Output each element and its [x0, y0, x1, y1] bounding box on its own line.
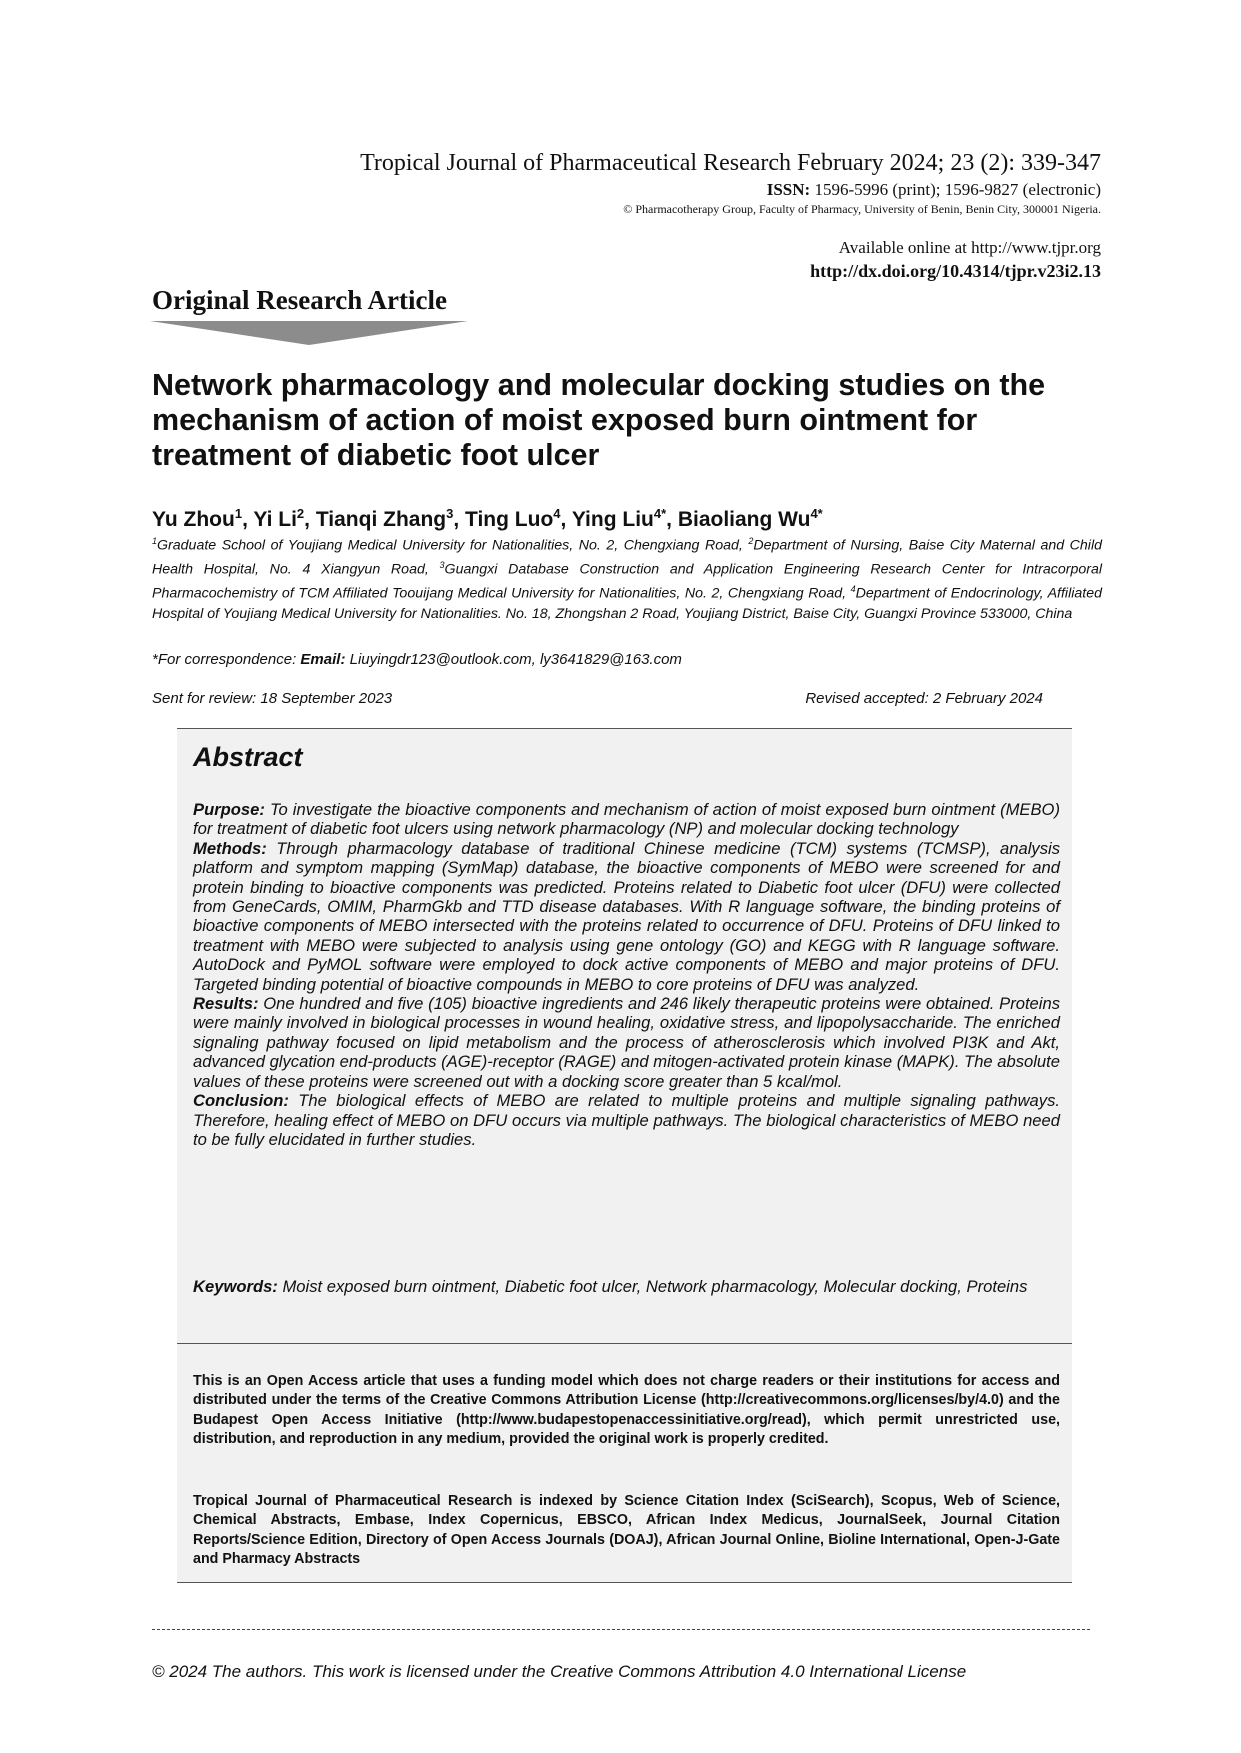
author-affiliation-marker: 4* — [653, 506, 667, 521]
author-name: Tianqi Zhang — [315, 508, 447, 531]
correspondence-emails[interactable]: Liuyingdr123@outlook.com, ly3641829@163.com — [345, 651, 682, 668]
author-separator: , — [304, 508, 316, 531]
affiliation-marker: 2 — [748, 536, 754, 546]
author-separator: , — [560, 508, 572, 531]
abstract-section-label: Conclusion: — [193, 1091, 289, 1111]
abstract-section-label: Methods: — [193, 838, 267, 858]
author-name: Yu Zhou — [152, 508, 235, 531]
correspondence-email-label: Email: — [300, 651, 346, 668]
journal-citation: Tropical Journal of Pharmaceutical Research February 2024; 23 (2): 339-347 — [360, 150, 1101, 176]
issn-value: 1596-5996 (print); 1596-9827 (electronic) — [814, 180, 1101, 199]
doi-link[interactable]: http://dx.doi.org/10.4314/tjpr.v23i2.13 — [810, 261, 1101, 281]
affiliation-text: Guangxi Database Construction and Application Engineering Research Center for Intracorporal Pharmacochemistry of TCM Affiliated Toouijang Medical University for Nationalities, No. 2, Chengxiang Road, — [152, 561, 1102, 603]
author-list — [152, 506, 823, 532]
affiliation-text: Department of Nursing, Baise City Maternal and Child Health Hospital, No. 4 Xiangyun Road, — [152, 537, 1102, 578]
abstract-section-text: The biological effects of MEBO are related to multiple proteins and multiple signaling pathways. Therefore, healing effect of MEBO on DFU occurs via multiple pathways. The biological characteristics of MEBO need to be fully elucidated in further studies. — [193, 1091, 1060, 1149]
abstract-section-text: One hundred and five (105) bioactive ingredients and 246 likely therapeutic proteins were obtained. Proteins were mainly involved in biological processes in wound healing, oxidative stress, and lipopolysaccharide. The enriched signaling pathway focused on lipid metabolism and the process of atherosclerosis which involved PI3K and Akt, advanced glycation end-products (AGE)-receptor (RAGE) and mitogen-activated protein kinase (MAPK). The absolute values of these proteins were screened out with a docking score greater than 5 kcal/mol. — [193, 994, 1060, 1091]
open-access-statement: This is an Open Access article that uses a funding model which does not charge readers or their institutions for access and distributed under the terms of the Creative Commons Attribution License (http://creativecommons.org/licenses/by/4.0) and the Budapest Open Access Initiative (http://www.budapestopenaccessinitiative.org/read), which permit unrestricted use, distribution, and reproduction in any medium, provided the original work is properly credited. — [193, 1373, 1060, 1447]
author-separator: , — [666, 508, 678, 531]
keywords-text: Moist exposed burn ointment, Diabetic foot ulcer, Network pharmacology, Molecular docking, Proteins — [277, 1277, 1028, 1296]
affiliation-text: Graduate School of Youjiang Medical University for Nationalities, No. 2, Chengxiang Road, — [157, 537, 749, 554]
article-type-label: Original Research Article — [152, 285, 447, 315]
publisher-line: © Pharmacotherapy Group, Faculty of Pharmacy, University of Benin, Benin City, 300001 Nigeria. — [623, 202, 1101, 216]
abstract-body — [193, 800, 1060, 1149]
affiliation-marker: 4 — [850, 584, 856, 595]
author-name: Yi Li — [253, 508, 297, 531]
author-name: Biaoliang Wu — [677, 508, 811, 531]
abstract-section-text: Through pharmacology database of traditional Chinese medicine (TCM) systems (TCMSP), analysis platform and symptom mapping (SymMap) database, the bioactive components of MEBO were screened for and protein binding to bioactive components was predicted. Proteins related to Diabetic foot ulcer (DFU) were collected from GeneCards, OMIM, PharmGkb and TTD disease databases. With R language software, the binding proteins of bioactive components of MEBO intersected with the proteins related to occurrence of DFU. Proteins of DFU linked to treatment with MEBO were subjected to analysis using gene ontology (GO) and KEGG with R language software. AutoDock and PyMOL software were employed to dock active components of MEBO and major proteins of DFU. Targeted binding potential of bioactive compounds in MEBO to core proteins of DFU was analyzed. — [193, 838, 1060, 994]
correspondence — [152, 651, 682, 668]
author-affiliation-marker: 1 — [234, 506, 243, 521]
abstract-heading: Abstract — [193, 742, 303, 772]
available-online: Available online at http://www.tjpr.org — [838, 238, 1101, 257]
correspondence-prefix: *For correspondence: — [152, 651, 301, 668]
article-title: Network pharmacology and molecular docking studies on the mechanism of action of moist exposed burn ointment for treatment of diabetic foot ulcer — [152, 368, 1046, 472]
article-type-arrow-icon — [150, 321, 468, 345]
author-affiliation-marker: 4* — [810, 506, 823, 521]
revised-accepted-date: Revised accepted: 2 February 2024 — [805, 690, 1043, 707]
issn-label: ISSN: — [766, 180, 811, 199]
abstract-section — [193, 1091, 1060, 1149]
author-affiliation-marker: 4 — [553, 506, 561, 521]
abstract-section — [193, 994, 1060, 1091]
author-affiliation-marker: 2 — [296, 506, 305, 521]
affiliation-marker: 3 — [439, 560, 445, 571]
affiliation-text: Department of Endocrinology, Affiliated Hospital of Youjiang Medical University for Nationalities. No. 18, Zhongshan 2 Road, Youjiang District, Baise City, Guangxi Province 533000, China — [152, 586, 1102, 622]
abstract-section — [193, 800, 1060, 839]
keywords — [193, 1277, 1060, 1296]
indexing-statement: Tropical Journal of Pharmaceutical Research is indexed by Science Citation Index (SciSearch), Scopus, Web of Science, Chemical Abstracts, Embase, Index Copernicus, EBSCO, African Index Medicus, JournalSeek, Journal Citation Reports/Science Edition, Directory of Open Access Journals (DOAJ), African Journal Online, Bioline International, Open-J-Gate and Pharmacy Abstracts — [193, 1493, 1060, 1567]
affiliations — [152, 532, 1102, 624]
footer-divider — [152, 1629, 1090, 1630]
author-name: Ting Luo — [465, 508, 554, 531]
author-separator: , — [453, 508, 466, 531]
author-separator: , — [242, 508, 254, 531]
affiliation-marker: 1 — [152, 536, 158, 546]
author-affiliation-marker: 3 — [446, 506, 454, 521]
author-name: Ying Liu — [571, 508, 654, 531]
sent-for-review-date: Sent for review: 18 September 2023 — [152, 690, 393, 707]
abstract-section-text: To investigate the bioactive components and mechanism of action of moist exposed burn ointment (MEBO) for treatment of diabetic foot ulcers using network pharmacology (NP) and molecular docking technology — [193, 800, 1060, 839]
abstract-divider — [177, 1343, 1072, 1344]
issn-line — [767, 180, 1101, 200]
abstract-section-label: Results: — [193, 994, 259, 1014]
abstract-section-label: Purpose: — [193, 800, 265, 819]
license-footer: © 2024 The authors. This work is licensed under the Creative Commons Attribution 4.0 International License — [152, 1662, 967, 1681]
keywords-label: Keywords: — [193, 1277, 278, 1296]
abstract-section — [193, 839, 1060, 994]
